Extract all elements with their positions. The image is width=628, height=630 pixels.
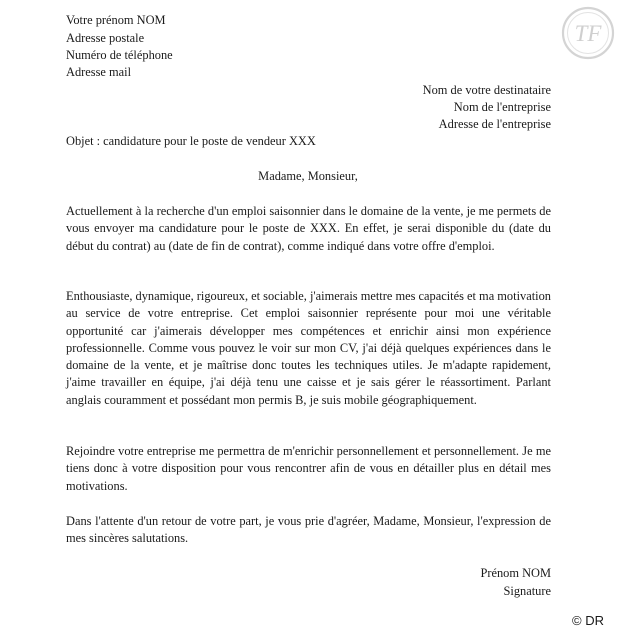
paragraph-2: Enthousiaste, dynamique, rigoureux, et sociable, j'aimerais mettre mes capacités et ma motivation au service de votre entreprise. Cet emploi saisonnier représente pour moi une véritable opportunité car j'aimerais développer mes compétences et enrichir ainsi mon expérience professionnelle. Comme vous pouvez le voir sur mon CV, j'ai déjà quelques expériences dans le domaine de la vente, et je maîtrise donc toutes les techniques utiles. Je m'adapte rapidement, j'aime travailler en équipe, j'ai déjà tenu une caisse et je sais gérer le réassortiment. Parlant anglais couramment et possédant mon permis B, je suis mobile géographiquement. <box>66 289 551 407</box>
paragraph-3: Rejoindre votre entreprise me permettra de m'enrichir personnellement et personnellement. Je me tiens donc à votre disposition pour vous rencontrer afin de vous en détailler plus en détail mes motivations. <box>66 444 551 493</box>
closing-name: Prénom NOM <box>480 566 551 580</box>
sender-name: Votre prénom NOM <box>66 13 166 27</box>
sender-address: Adresse postale <box>66 31 145 45</box>
subject-line: Objet : candidature pour le poste de vendeur XXX <box>66 134 316 148</box>
salutation: Madame, Monsieur, <box>258 169 358 183</box>
recipient-address: Adresse de l'entreprise <box>438 117 551 131</box>
recipient-name: Nom de votre destinataire <box>422 83 551 97</box>
logo-text: TF <box>574 21 602 46</box>
closing-signature: Signature <box>503 584 551 598</box>
recipient-company: Nom de l'entreprise <box>453 100 551 114</box>
sender-phone: Numéro de téléphone <box>66 48 173 62</box>
paragraph-1: Actuellement à la recherche d'un emploi saisonnier dans le domaine de la vente, je me permets de vous envoyer ma candidature pour le poste de XXX. En effet, je serai disponible du (date du début du contrat) au (date de fin de contrat), comme indiqué dans votre offre d'emploi. <box>66 204 551 253</box>
sender-email: Adresse mail <box>66 65 132 79</box>
copyright-notice: © DR <box>572 613 604 628</box>
tf-logo <box>560 5 616 61</box>
paragraph-4: Dans l'attente d'un retour de votre part, je vous prie d'agréer, Madame, Monsieur, l'expression de mes sincères salutations. <box>66 514 551 546</box>
